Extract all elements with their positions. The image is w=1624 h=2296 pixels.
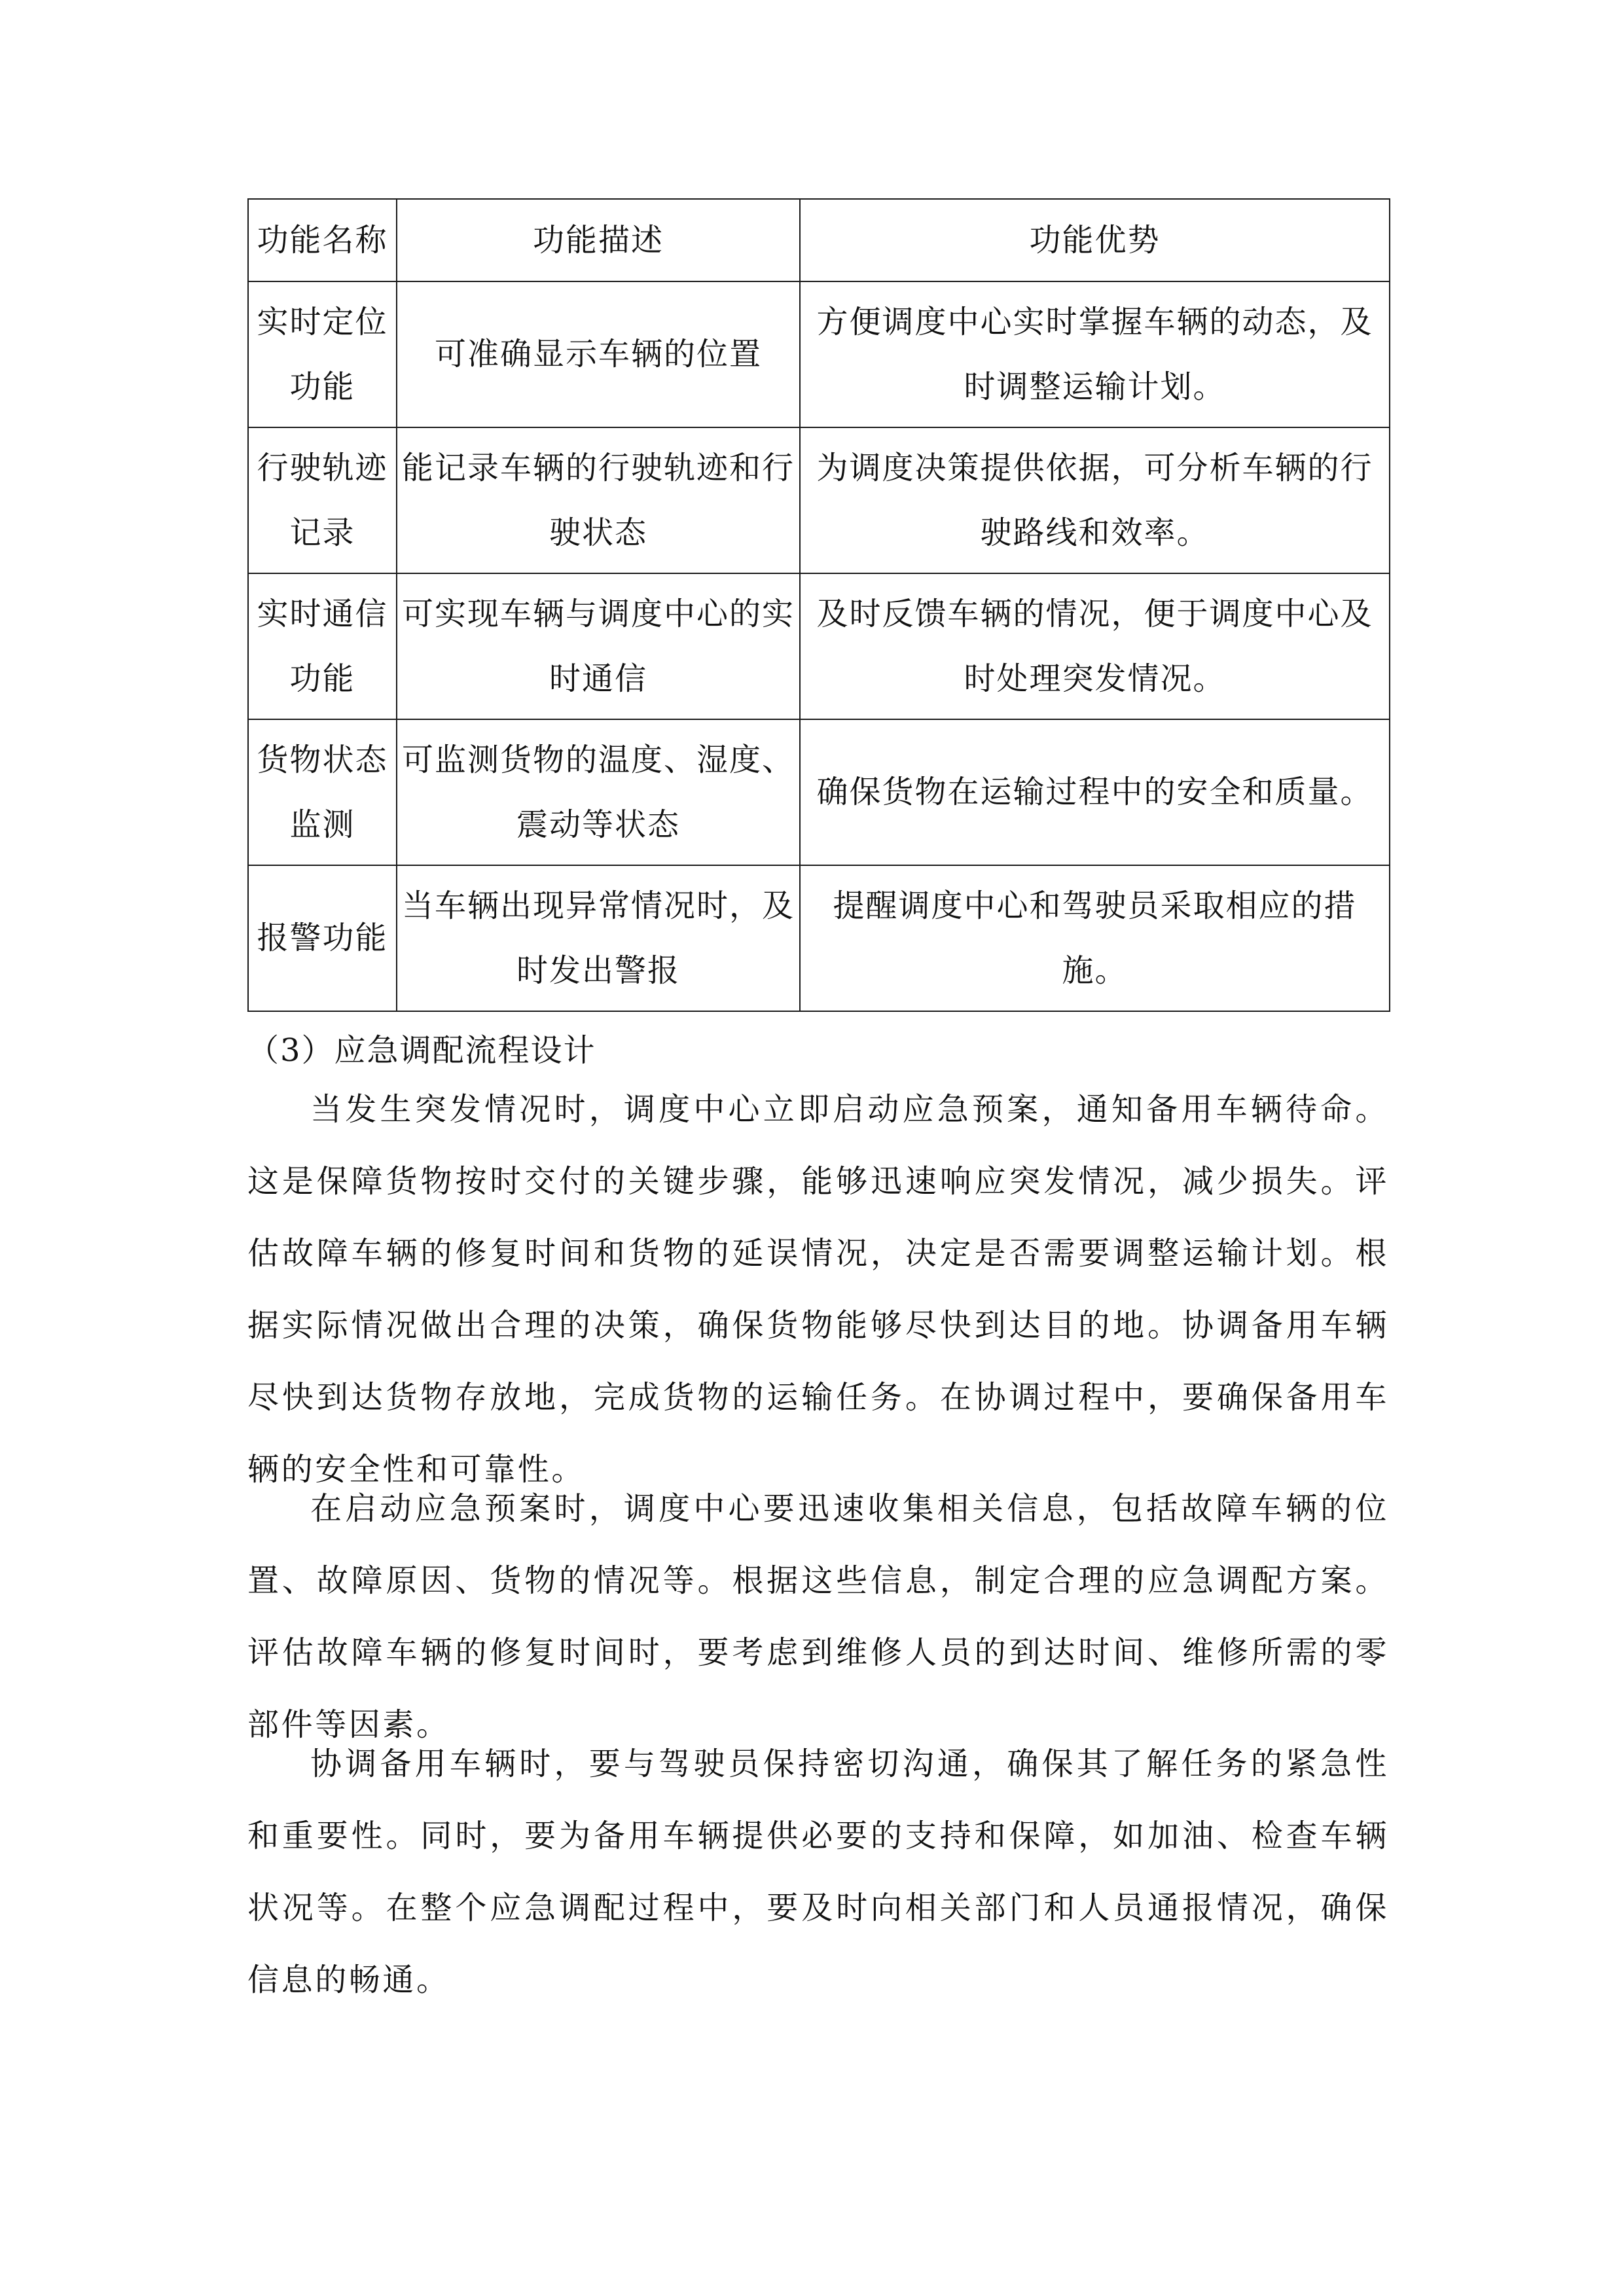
body-paragraph: 在启动应急预案时，调度中心要迅速收集相关信息，包括故障车辆的位置、故障原因、货物的情况等。根据这些信息，制定合理的应急调配方案。评估故障车辆的修复时间时，要考虑到维修人员的到达时间、维修所需的零部件等因素。 xyxy=(247,1490,1389,1743)
function-name-cell: 报警功能 xyxy=(248,865,397,1011)
function-description-cell: 当车辆出现异常情况时，及时发出警报 xyxy=(397,865,800,1011)
function-name-cell: 货物状态监测 xyxy=(248,719,397,865)
function-advantage-cell: 为调度决策提供依据，可分析车辆的行驶路线和效率。 xyxy=(800,427,1390,573)
table-header-row xyxy=(248,199,1390,281)
function-name-cell: 实时定位功能 xyxy=(248,281,397,427)
header-function-description: 功能描述 xyxy=(397,199,800,281)
function-name-cell: 实时通信功能 xyxy=(248,573,397,719)
function-advantage-cell: 及时反馈车辆的情况，便于调度中心及时处理突发情况。 xyxy=(800,573,1390,719)
function-advantage-cell: 方便调度中心实时掌握车辆的动态，及时调整运输计划。 xyxy=(800,281,1390,427)
function-name-cell: 行驶轨迹记录 xyxy=(248,427,397,573)
function-description-cell: 能记录车辆的行驶轨迹和行驶状态 xyxy=(397,427,800,573)
table-row xyxy=(248,281,1390,427)
function-advantage-cell: 提醒调度中心和驾驶员采取相应的措施。 xyxy=(800,865,1390,1011)
section-heading: （3）应急调配流程设计 xyxy=(247,1032,596,1069)
function-advantage-cell: 确保货物在运输过程中的安全和质量。 xyxy=(800,719,1390,865)
header-function-name: 功能名称 xyxy=(248,199,397,281)
header-function-advantage: 功能优势 xyxy=(800,199,1390,281)
table-row xyxy=(248,427,1390,573)
function-table xyxy=(247,198,1390,1012)
function-description-cell: 可准确显示车辆的位置 xyxy=(397,281,800,427)
body-paragraph: 协调备用车辆时，要与驾驶员保持密切沟通，确保其了解任务的紧急性和重要性。同时，要为备用车辆提供必要的支持和保障，如加油、检查车辆状况等。在整个应急调配过程中，要及时向相关部门和人员通报情况，确保信息的畅通。 xyxy=(247,1746,1389,1998)
table-row xyxy=(248,573,1390,719)
table-row xyxy=(248,719,1390,865)
body-paragraph: 当发生突发情况时，调度中心立即启动应急预案，通知备用车辆待命。这是保障货物按时交付的关键步骤，能够迅速响应突发情况，减少损失。评估故障车辆的修复时间和货物的延误情况，决定是否需要调整运输计划。根据实际情况做出合理的决策，确保货物能够尽快到达目的地。协调备用车辆尽快到达货物存放地，完成货物的运输任务。在协调过程中，要确保备用车辆的安全性和可靠性。 xyxy=(247,1091,1389,1488)
function-description-cell: 可实现车辆与调度中心的实时通信 xyxy=(397,573,800,719)
function-description-cell: 可监测货物的温度、湿度、震动等状态 xyxy=(397,719,800,865)
table-row xyxy=(248,865,1390,1011)
